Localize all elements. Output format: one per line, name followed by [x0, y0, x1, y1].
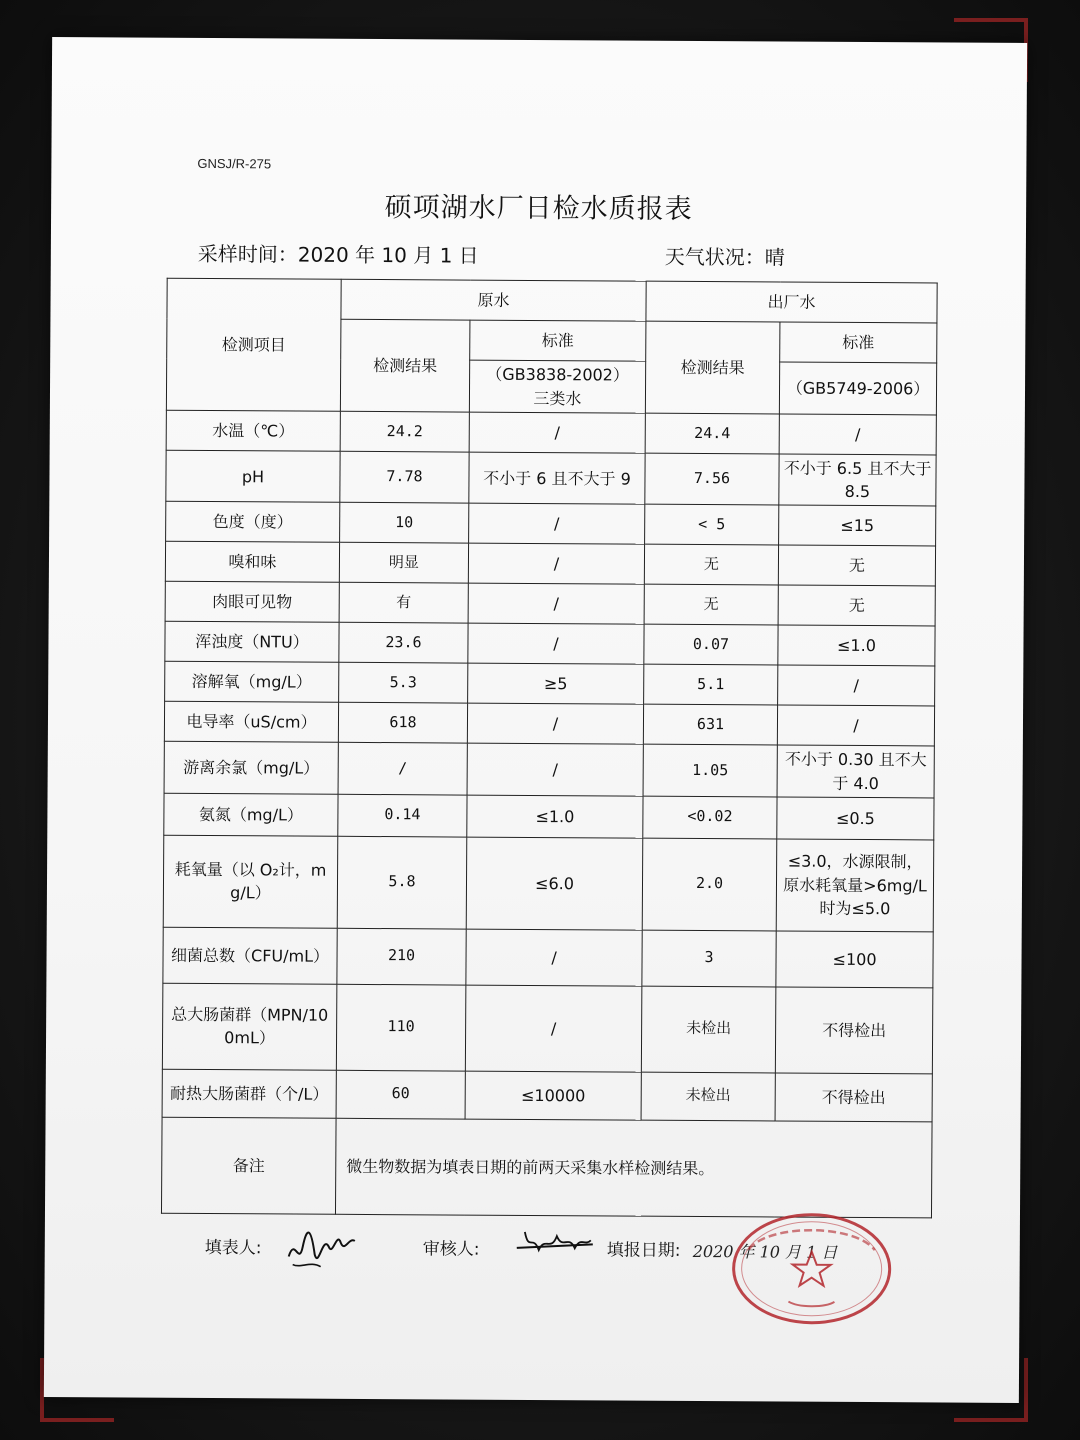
remark-label: 备注 [161, 1117, 336, 1214]
table-row [165, 582, 935, 627]
row-factory-standard: 无 [778, 585, 935, 626]
row-factory-result: 0.07 [644, 625, 778, 666]
table-row [164, 702, 934, 747]
row-factory-result: < 5 [645, 505, 779, 546]
table-row [164, 793, 934, 840]
row-raw-standard: ≤1.0 [467, 795, 643, 838]
row-factory-result: 未检出 [641, 1072, 775, 1121]
header-raw-water: 原水 [341, 279, 646, 321]
row-raw-result: 0.14 [338, 794, 467, 837]
row-item: 溶解氧（mg/L） [165, 662, 339, 703]
row-factory-standard: / [778, 665, 935, 706]
row-raw-standard: ≤10000 [465, 1071, 641, 1120]
weather-status: 天气状况：晴 [664, 244, 785, 270]
header-raw-standard-code [469, 360, 645, 413]
row-factory-result: <0.02 [643, 796, 777, 839]
row-factory-standard: / [777, 705, 934, 746]
row-factory-standard: 不小于 0.30 且不大于 4.0 [777, 745, 934, 797]
header-factory-standard: 标准 [780, 322, 937, 363]
water-quality-table [161, 278, 938, 1218]
table-row [162, 983, 933, 1074]
row-raw-result: 有 [339, 583, 468, 624]
row-raw-standard: ≥5 [468, 663, 644, 704]
row-raw-standard: / [465, 985, 642, 1072]
row-raw-result: 5.8 [337, 836, 467, 929]
row-factory-result: 5.1 [644, 665, 778, 706]
row-item: 细菌总数（CFU/mL） [163, 927, 337, 984]
row-item: 氨氮（mg/L） [164, 793, 338, 836]
row-raw-result: 23.6 [339, 623, 468, 664]
row-item: 电导率（uS/cm） [164, 702, 338, 743]
table-row [165, 542, 935, 587]
row-factory-result: 631 [643, 705, 777, 746]
document-code: GNSJ/R-275 [197, 155, 272, 172]
row-factory-standard: 不得检出 [775, 1073, 932, 1122]
row-item: pH [166, 450, 340, 502]
row-raw-result: / [338, 743, 467, 795]
header-factory-result: 检测结果 [645, 321, 780, 414]
header-raw-standard: 标准 [470, 320, 646, 361]
row-raw-result: 明显 [339, 543, 468, 584]
remark-row [161, 1117, 932, 1218]
row-raw-standard: ≤6.0 [466, 837, 643, 930]
row-raw-result: 24.2 [340, 411, 469, 452]
official-seal [728, 1209, 895, 1328]
table-row [165, 622, 935, 667]
table-row [162, 1069, 932, 1122]
row-item: 游离余氯（mg/L） [164, 742, 338, 794]
row-raw-standard: / [469, 503, 645, 544]
raw-standard-class: 三类水 [533, 388, 582, 408]
sampling-time: 采样时间：2020 年 10 月 1 日 [197, 241, 479, 268]
row-factory-standard: ≤15 [779, 505, 936, 546]
row-item: 嗅和味 [165, 542, 339, 583]
table-row [163, 927, 933, 988]
row-raw-result: 210 [337, 928, 466, 985]
row-factory-result: 未检出 [641, 986, 776, 1073]
row-item: 总大肠菌群（MPN/100mL） [162, 983, 337, 1070]
row-raw-standard: / [468, 623, 644, 664]
remark-text: 微生物数据为填表日期的前两天采集水样检测结果。 [335, 1118, 932, 1218]
row-factory-standard: / [779, 414, 936, 455]
row-factory-standard: 无 [778, 545, 935, 586]
row-factory-result: 无 [644, 545, 778, 586]
row-factory-result: 7.56 [645, 453, 779, 505]
row-factory-standard: ≤100 [776, 931, 933, 988]
row-item: 耗氧量（以 O₂计，mg/L） [163, 835, 338, 928]
row-item: 水温（℃） [166, 410, 340, 451]
header-item: 检测项目 [166, 278, 341, 411]
table-row [163, 835, 934, 932]
row-raw-result: 10 [340, 503, 469, 544]
row-item: 色度（度） [166, 502, 340, 543]
handwritten-date: 2020 年 10 月 1 日 [692, 1241, 838, 1262]
row-item: 浑浊度（NTU） [165, 622, 339, 663]
report-sheet [44, 37, 1027, 1403]
row-factory-result: 无 [644, 585, 778, 626]
document-title: 硕项湖水厂日检水质报表 [384, 192, 693, 225]
row-factory-result: 2.0 [642, 838, 777, 931]
row-item: 肉眼可见物 [165, 582, 339, 623]
row-factory-result: 1.05 [643, 745, 777, 797]
report-date-label: 填报日期: [606, 1240, 681, 1261]
filler-label: 填表人: [204, 1237, 262, 1259]
table-row [166, 502, 936, 547]
row-factory-result: 24.4 [645, 413, 779, 454]
table-row [165, 662, 935, 707]
header-raw-result: 检测结果 [340, 319, 470, 412]
row-raw-standard: / [466, 929, 642, 986]
table-row [166, 410, 936, 455]
row-factory-standard: ≤3.0，水源限制，原水耗氧量>6mg/L 时为≤5.0 [776, 839, 934, 932]
row-factory-result: 3 [642, 930, 776, 987]
row-raw-standard: / [468, 543, 644, 584]
table-row [164, 742, 934, 798]
header-factory-standard-code: （GB5749-2006） [779, 362, 936, 415]
row-factory-standard: 不小于 6.5 且不大于 8.5 [779, 454, 936, 506]
row-raw-standard: / [467, 743, 643, 795]
row-factory-standard: ≤1.0 [778, 625, 935, 666]
row-item: 耐热大肠菌群（个/L） [162, 1069, 336, 1118]
row-raw-standard: 不小于 6 且不大于 9 [469, 452, 645, 504]
raw-standard-code: （GB3838-2002） [486, 365, 629, 385]
reviewer-label: 审核人: [422, 1239, 480, 1260]
row-raw-result: 110 [336, 984, 466, 1071]
row-raw-result: 60 [336, 1070, 465, 1119]
header-factory-water: 出厂水 [646, 281, 937, 323]
row-raw-standard: / [469, 412, 645, 453]
row-raw-result: 5.3 [339, 663, 468, 704]
row-raw-standard: / [467, 703, 643, 744]
row-raw-result: 7.78 [340, 451, 469, 503]
row-raw-standard: / [468, 583, 644, 624]
reviewer-signature [513, 1222, 599, 1263]
filler-signature [281, 1216, 361, 1276]
row-factory-standard: 不得检出 [775, 987, 933, 1074]
row-raw-result: 618 [338, 703, 467, 744]
row-factory-standard: ≤0.5 [777, 797, 934, 840]
table-row [166, 450, 936, 506]
